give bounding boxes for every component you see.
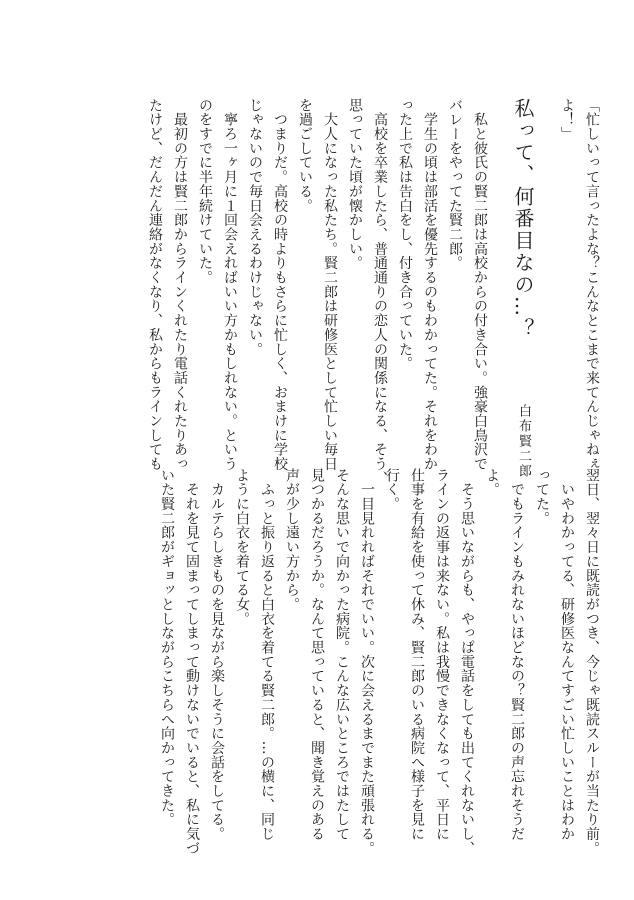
quote-line: よ！」 [559,98,575,142]
body-line: 私と彼氏の賢二郎は高校からの付き合い。強豪白鳥沢で [472,98,488,472]
body-line: カルテらしきものを見ながら楽しそうに会話をしてる。 [209,468,225,842]
story-title-line [510,98,536,479]
story-title: 私って、何番目なの…？ [511,98,535,340]
body-line: を過ごしている。 [297,98,313,213]
body-line: 行く。 [384,468,400,512]
body-line: ふっと振り返ると白衣を着てる賢二郎。…の横に、同じ [259,468,275,842]
upper-text-block [94,98,604,486]
body-line: でもラインもみれないほどなの？賢二郎の声忘れそうだ [509,468,525,842]
quote-line: 「忙しいって言ったよな？こんなとこまで来てんじゃねぇ [584,98,600,472]
body-line: 寧ろ一ヶ月に１回会えればいい方かもしれない。という [222,98,238,472]
body-line: じゃないので毎日会えるわけじゃない。 [247,98,263,357]
body-line: そう思いながらも、やっぱ電話をしても出てくれないし、 [459,468,475,856]
body-line: そんな思いで向かった病院。こんな広いところではたして [334,468,350,842]
body-line: 見つかるだろうか。なんて思っていると、聞き覚えのある [309,468,325,842]
body-line: 声が少し遠い方から。 [284,468,300,612]
body-line: それを見て固まってしまって動けないでいると、私に気づ [184,468,200,856]
body-line: バレーをやってた賢二郎。 [447,98,463,271]
body-line: 思っていた頃が懐かしい。 [347,98,363,271]
body-line: 仕事を有給を使って休み、賢二郎のいる病院へ様子を見に [409,468,425,842]
author-name: 白布賢二郎 [516,404,531,479]
body-line: 大人になった私たち。賢二郎は研修医として忙しい毎日 [322,98,338,472]
lower-text-block [92,468,604,856]
body-line: った上で私は告白をし、付き合っていた。 [397,98,413,371]
body-line: いやわかってる、研修医なんてすごい忙しいことはわか [559,468,575,842]
body-line: ラインの返事は来ない。私は我慢できなくなって、平日に [434,468,450,842]
body-line: ように白衣を着てる女。 [234,468,250,626]
body-line: 高校を卒業したら、普通通りの恋人の関係になる、そう、 [372,98,388,486]
body-line: よ。 [484,468,500,497]
body-line: ってた。 [534,468,550,526]
body-line: 一目見れればそれでいい。次に会えるまでまた頑張れる。 [359,468,375,856]
body-line: たけど、だんだん連絡がなくなり、私からもラインしても [147,98,163,472]
body-line: つまりだ。高校の時よりもさらに忙しく、おまけに学校 [272,98,288,472]
body-line: のをすでに半年続けていた。 [197,98,213,285]
body-line: 最初の方は賢二郎からラインくれたり電話くれたりあっ [172,98,188,472]
body-line: 学生の頃は部活を優先するのもわかってた。それをわか [422,98,438,472]
body-line: いた賢二郎がギョッとしながらこちらへ向かってきた。 [159,468,175,827]
body-line: 翌日、翌々日に既読がつき、今じゃ既読スルーが当たり前。 [584,468,600,856]
